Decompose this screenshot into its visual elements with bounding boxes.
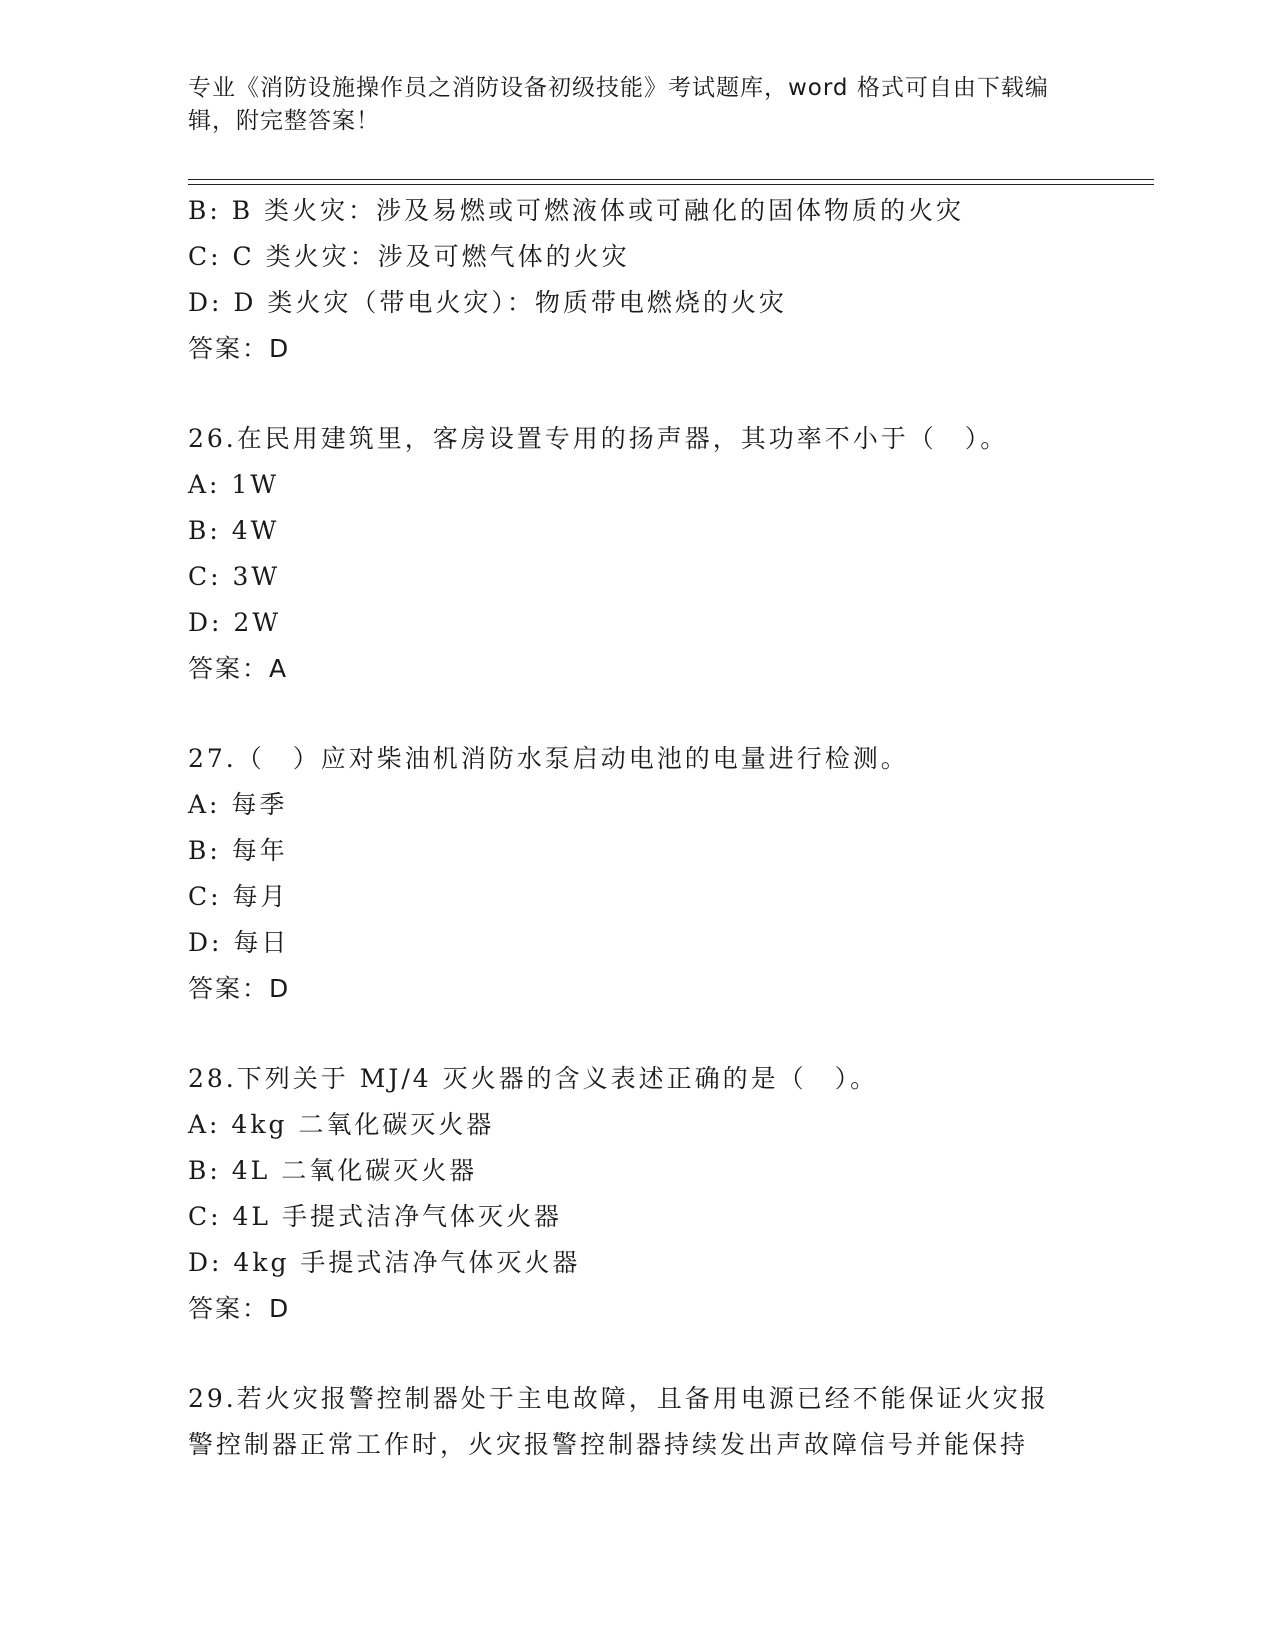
question-stem-line-2: 警控制器正常工作时，火灾报警控制器持续发出声故障信号并能保持 <box>188 1430 1029 1459</box>
header-line-2: 辑，附完整答案！ <box>188 108 380 134</box>
option-b: B: 每年 <box>188 836 288 865</box>
header-line-1: 专业《消防设施操作员之消防设备初级技能》考试题库，word 格式可自由下载编 <box>188 75 1049 101</box>
header-rule-top <box>188 179 1154 180</box>
option-d: D: 2W <box>188 608 282 637</box>
answer: 答案：A <box>188 654 289 683</box>
answer: 答案：D <box>188 1294 291 1323</box>
question-26 <box>188 416 1148 692</box>
document-header <box>188 72 1088 138</box>
option-a: A: 1W <box>188 470 280 499</box>
question-stem-line-1: 29.若火灾报警控制器处于主电故障，且备用电源已经不能保证火灾报 <box>188 1384 1049 1413</box>
option-a: A: 4kg 二氧化碳灭火器 <box>188 1110 495 1139</box>
question-stem: 27.（ ）应对柴油机消防水泵启动电池的电量进行检测。 <box>188 744 909 773</box>
option-b: B: B 类火灾：涉及易燃或可燃液体或可融化的固体物质的火灾 <box>188 196 965 225</box>
answer: 答案：D <box>188 974 291 1003</box>
question-27 <box>188 736 1148 1012</box>
question-stem: 26.在民用建筑里，客房设置专用的扬声器，其功率不小于（ ）。 <box>188 424 1009 453</box>
question-28 <box>188 1056 1148 1332</box>
answer: 答案：D <box>188 334 291 363</box>
option-c: C: 4L 手提式洁净气体灭火器 <box>188 1202 562 1231</box>
option-b: B: 4W <box>188 516 280 545</box>
option-a: A: 每季 <box>188 790 288 819</box>
question-list <box>188 188 1148 1468</box>
option-b: B: 4L 二氧化碳灭火器 <box>188 1156 478 1185</box>
option-d: D: 4kg 手提式洁净气体灭火器 <box>188 1248 581 1277</box>
option-d: D: 每日 <box>188 928 290 957</box>
question-29 <box>188 1376 1148 1468</box>
option-d: D: D 类火灾（带电火灾）：物质带电燃烧的火灾 <box>188 288 787 317</box>
question-stem: 28.下列关于 MJ/4 灭火器的含义表述正确的是（ ）。 <box>188 1064 879 1093</box>
option-c: C: C 类火灾：涉及可燃气体的火灾 <box>188 242 630 271</box>
option-c: C: 3W <box>188 562 281 591</box>
prev-question <box>188 188 1148 372</box>
option-c: C: 每月 <box>188 882 289 911</box>
header-rule-bottom <box>188 184 1154 185</box>
